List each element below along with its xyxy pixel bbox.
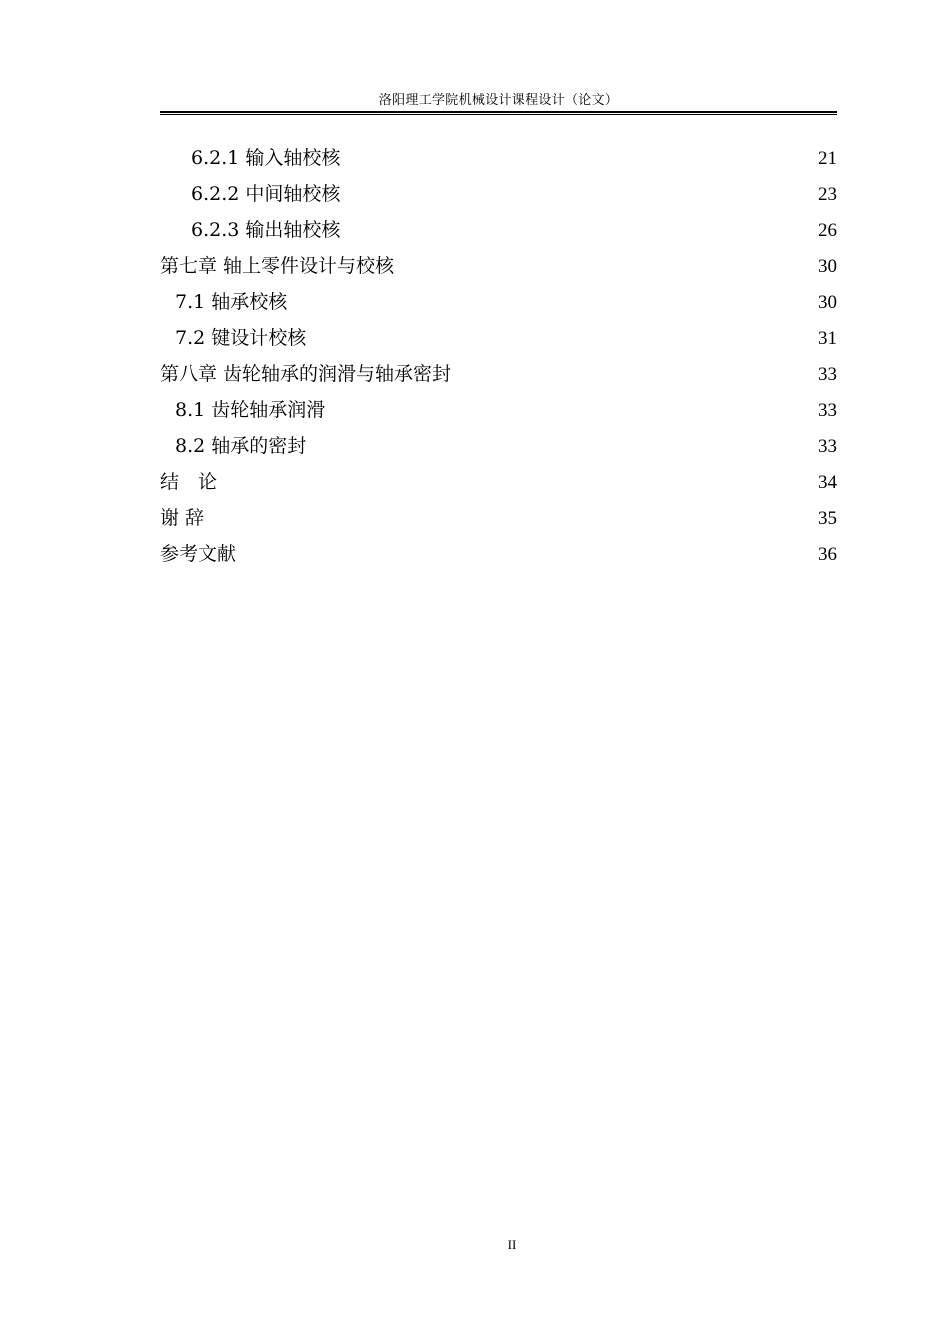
toc-entry[interactable] bbox=[160, 392, 837, 428]
toc-entry-page: 31 bbox=[818, 328, 837, 349]
toc-entry[interactable] bbox=[160, 140, 837, 176]
toc-entry-page: 26 bbox=[818, 220, 837, 241]
toc-entry[interactable] bbox=[160, 320, 837, 356]
toc-entry-label: 8.1 齿轮轴承润滑 bbox=[175, 399, 326, 421]
toc-entry-page: 23 bbox=[818, 184, 837, 205]
running-header: 洛阳理工学院机械设计课程设计（论文） bbox=[378, 93, 619, 108]
toc-chapter-entry[interactable] bbox=[160, 464, 837, 500]
toc-entry-label: 参考文献 bbox=[160, 543, 237, 565]
toc-entry-label: 7.1 轴承校核 bbox=[175, 291, 288, 313]
toc-entry-page: 35 bbox=[818, 508, 837, 529]
toc-entry-page: 33 bbox=[818, 364, 837, 385]
toc-chapter-entry[interactable] bbox=[160, 356, 837, 392]
toc-chapter-entry[interactable] bbox=[160, 248, 837, 284]
toc-entry-label: 第七章 轴上零件设计与校核 bbox=[160, 255, 395, 277]
toc-entry-page: 30 bbox=[818, 292, 837, 313]
toc-entry-label: 第八章 齿轮轴承的润滑与轴承密封 bbox=[160, 363, 452, 385]
toc-entry-page: 36 bbox=[818, 544, 837, 565]
toc-entry-label: 6.2.1 输入轴校核 bbox=[191, 147, 341, 169]
toc-entry-page: 34 bbox=[818, 472, 837, 493]
toc-entry-label: 6.2.2 中间轴校核 bbox=[191, 183, 341, 205]
toc-entry[interactable] bbox=[160, 176, 837, 212]
toc-chapter-entry[interactable] bbox=[160, 500, 837, 536]
toc-entry-label: 结 论 bbox=[160, 471, 218, 493]
toc-entry-label: 6.2.3 输出轴校核 bbox=[191, 219, 341, 241]
toc-entry-page: 33 bbox=[818, 436, 837, 457]
toc-entry-label: 谢 辞 bbox=[160, 507, 205, 529]
toc-entry[interactable] bbox=[160, 284, 837, 320]
toc-entry-page: 33 bbox=[818, 400, 837, 421]
toc-entry-page: 21 bbox=[818, 148, 837, 169]
toc-entry-label: 7.2 键设计校核 bbox=[175, 327, 307, 349]
toc-chapter-entry[interactable] bbox=[160, 536, 837, 572]
toc-entry[interactable] bbox=[160, 212, 837, 248]
toc-entry-page: 30 bbox=[818, 256, 837, 277]
header-rule-thin bbox=[160, 114, 837, 115]
table-of-contents bbox=[160, 140, 837, 572]
toc-entry-label: 8.2 轴承的密封 bbox=[175, 435, 307, 457]
header-rule-thick bbox=[160, 111, 837, 113]
page-number: II bbox=[507, 1237, 517, 1252]
toc-entry[interactable] bbox=[160, 428, 837, 464]
